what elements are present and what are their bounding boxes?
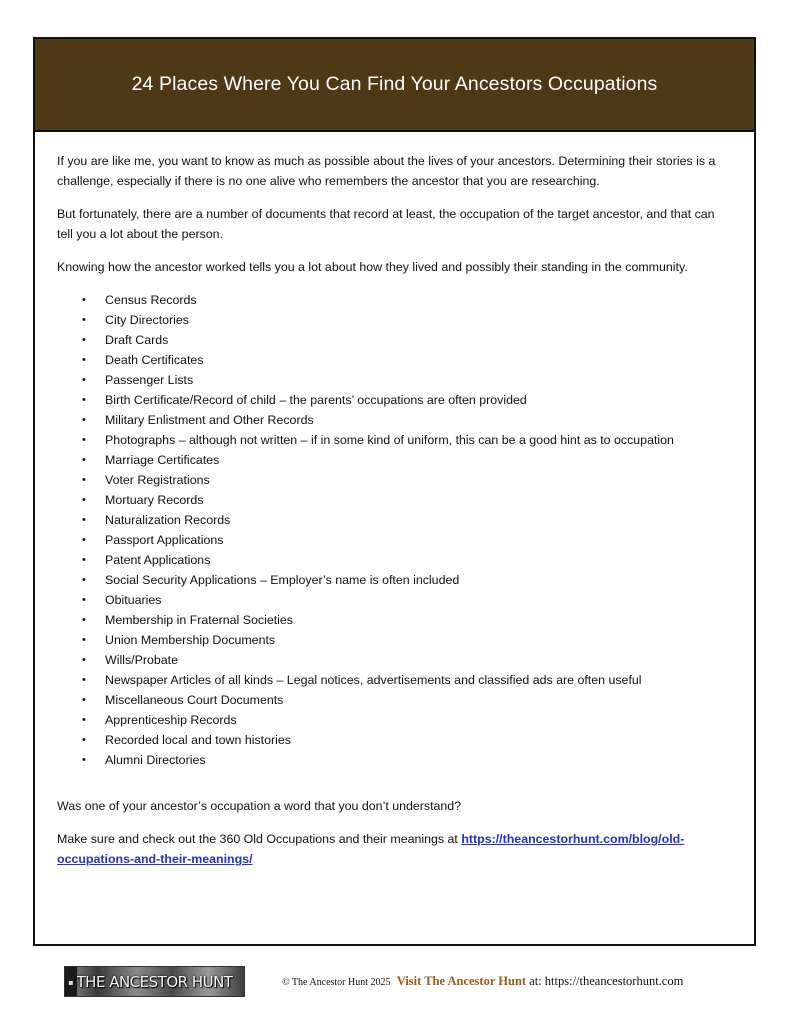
list-item [57, 550, 732, 570]
page-title: 24 Places Where You Can Find Your Ancestors Occupations [131, 73, 658, 95]
list-item [57, 510, 732, 530]
list-item-text: Wills/Probate [105, 653, 178, 667]
bullet-icon: • [82, 654, 86, 666]
list-item [57, 530, 732, 550]
bullet-icon: • [82, 594, 86, 606]
bullet-icon: • [82, 514, 86, 526]
occupation-sources-list [57, 290, 732, 770]
list-item-text: Passenger Lists [105, 373, 194, 387]
list-item-text: Apprenticeship Records [105, 713, 237, 727]
article-body [35, 132, 754, 869]
list-item [57, 670, 732, 690]
visit-link[interactable]: Visit The Ancestor Hunt [396, 974, 527, 988]
bullet-icon: • [82, 694, 86, 706]
list-item [57, 590, 732, 610]
footer-credit [282, 974, 683, 989]
list-item-text: Marriage Certificates [105, 453, 220, 467]
logo-text: THE ANCESTOR HUNT [76, 972, 233, 991]
intro-paragraph-1: If you are like me, you want to know as much as possible about the lives of your ancestors. Determining their stories is a challenge, especially if there is no one alive who remembers the ancestor that you are researching. [57, 154, 716, 188]
list-item [57, 390, 732, 410]
list-item [57, 630, 732, 650]
intro-paragraph-2: But fortunately, there are a number of documents that record at least, the occupation of the target ancestor, and that can tell you a lot about the person. [57, 207, 715, 241]
intro-paragraph-3: Knowing how the ancestor worked tells you a lot about how they lived and possibly their standing in the community. [57, 260, 688, 274]
bullet-icon: • [82, 754, 86, 766]
list-item-text: City Directories [105, 313, 189, 327]
list-item [57, 570, 732, 590]
logo-mark-icon: ▪ [65, 967, 77, 997]
list-item [57, 730, 732, 750]
list-item [57, 490, 732, 510]
list-item [57, 310, 732, 330]
bullet-icon: • [82, 474, 86, 486]
list-item-text: Recorded local and town histories [105, 733, 291, 747]
bullet-icon: • [82, 574, 86, 586]
ancestor-hunt-logo[interactable] [64, 966, 245, 997]
list-item-text: Social Security Applications – Employer’s name is often included [105, 573, 460, 587]
list-item [57, 410, 732, 430]
closing-text: Make sure and check out the 360 Old Occupations and their meanings at [57, 832, 462, 846]
list-item [57, 610, 732, 630]
list-item-text: Death Certificates [105, 353, 204, 367]
list-item [57, 450, 732, 470]
bullet-icon: • [82, 454, 86, 466]
old-occupations-link[interactable]: https://theancestorhunt.com/blog/old-occupations-and-their-meanings/ [57, 832, 685, 866]
list-item-text: Naturalization Records [105, 513, 231, 527]
bullet-icon: • [82, 334, 86, 346]
list-item [57, 650, 732, 670]
list-item-text: Photographs – although not written – if in some kind of uniform, this can be a good hint as to occupation [105, 433, 674, 447]
list-item-text: Birth Certificate/Record of child – the parents’ occupations are often provided [105, 393, 527, 407]
list-item [57, 750, 732, 770]
list-item [57, 430, 732, 450]
bullet-icon: • [82, 614, 86, 626]
list-item [57, 690, 732, 710]
list-item-text: Passport Applications [105, 533, 224, 547]
list-item-text: Patent Applications [105, 553, 211, 567]
list-item [57, 330, 732, 350]
list-item [57, 350, 732, 370]
list-item-text: Draft Cards [105, 333, 169, 347]
list-item [57, 370, 732, 390]
site-url-text[interactable]: at: https://theancestorhunt.com [526, 974, 684, 988]
list-item [57, 290, 732, 310]
list-item-text: Membership in Fraternal Societies [105, 613, 294, 627]
list-item-text: Alumni Directories [105, 753, 206, 767]
bullet-icon: • [82, 674, 86, 686]
list-item-text: Union Membership Documents [105, 633, 276, 647]
list-item-text: Obituaries [105, 593, 162, 607]
document-frame [33, 37, 756, 946]
list-item [57, 470, 732, 490]
closing-paragraph [57, 829, 732, 869]
bullet-icon: • [82, 554, 86, 566]
copyright-text: © The Ancestor Hunt 2025 [282, 977, 391, 988]
bullet-icon: • [82, 734, 86, 746]
list-item [57, 710, 732, 730]
bullet-icon: • [82, 534, 86, 546]
title-banner [35, 39, 754, 132]
bullet-icon: • [82, 634, 86, 646]
bullet-icon: • [82, 374, 86, 386]
question-paragraph: Was one of your ancestor’s occupation a word that you don’t understand? [57, 799, 462, 813]
bullet-icon: • [82, 714, 86, 726]
list-item-text: Newspaper Articles of all kinds – Legal notices, advertisements and classified ads are often useful [105, 673, 642, 687]
list-item-text: Military Enlistment and Other Records [105, 413, 314, 427]
list-item-text: Census Records [105, 293, 197, 307]
bullet-icon: • [82, 394, 86, 406]
bullet-icon: • [82, 314, 86, 326]
bullet-icon: • [82, 494, 86, 506]
list-item-text: Mortuary Records [105, 493, 204, 507]
bullet-icon: • [82, 354, 86, 366]
bullet-icon: • [82, 294, 86, 306]
footer [64, 966, 724, 998]
list-item-text: Voter Registrations [105, 473, 210, 487]
bullet-icon: • [82, 434, 86, 446]
bullet-icon: • [82, 414, 86, 426]
list-item-text: Miscellaneous Court Documents [105, 693, 284, 707]
